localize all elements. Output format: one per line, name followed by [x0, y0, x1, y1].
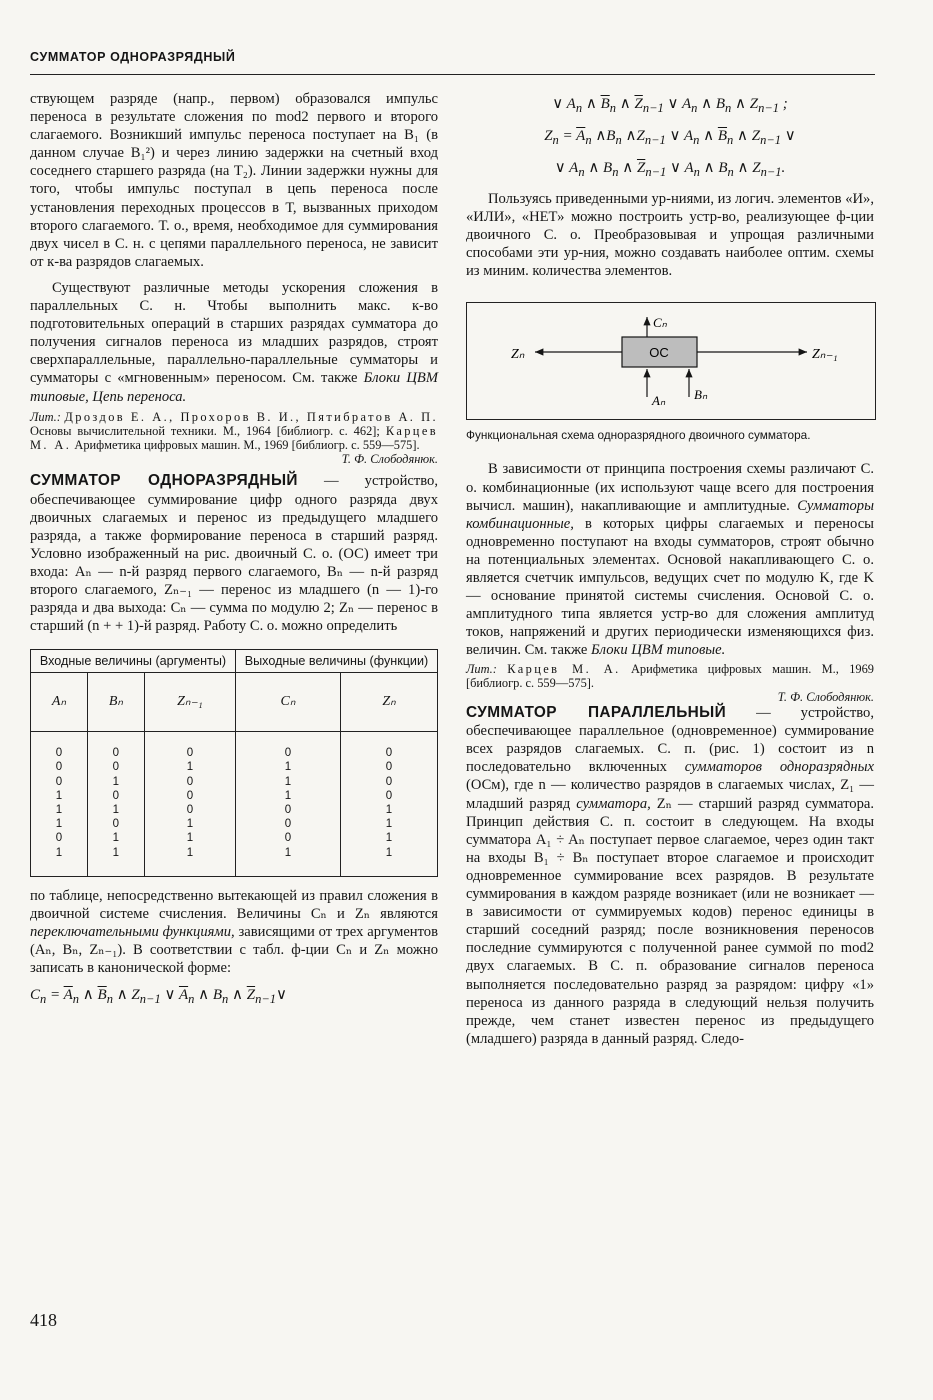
- literature-authors: Дроздов Е. А., Прохоров В. И., Пятибратов А. П.: [64, 409, 438, 424]
- literature-authors: Карцев М. А.: [507, 661, 621, 676]
- table-cell: 1: [55, 789, 63, 802]
- column-header: Zₙ: [341, 673, 438, 732]
- table-column-values: [235, 732, 340, 877]
- table-cell: 0: [55, 775, 63, 788]
- table-cell: 1: [112, 832, 120, 845]
- carry-out-label: Zₙ: [511, 347, 525, 363]
- column-header: Bₙ: [87, 673, 144, 732]
- table-cell: 1: [55, 818, 63, 831]
- table-cell: 0: [55, 761, 63, 774]
- table-cell: 1: [284, 761, 292, 774]
- formula-cn-continued: ∨ $A_n$ ∧ $\overline{B}_n$ ∧ $\overline{Z}_{n-1}$ ∨ $A_n$ ∧ $B_n$ ∧ $Z_{n-1}$ ;: [552, 96, 788, 115]
- table-cell: 1: [284, 775, 292, 788]
- table-cell: 1: [385, 818, 393, 831]
- cross-reference: Блоки ЦВМ типовые.: [591, 642, 726, 659]
- entry-definition: (ОСм), где n — количество разрядов в слагаемых числах, Z₁ — младший разряд: [466, 777, 874, 812]
- entry-title: СУММАТОР ПАРАЛЛЕЛЬНЫЙ: [466, 704, 727, 722]
- table-cell: 1: [186, 818, 194, 831]
- page-number: 418: [30, 1310, 57, 1330]
- table-column-values: [87, 732, 144, 877]
- literature-entry: Арифметика цифровых машин. М., 1969 [библиогр. с. 559—575].: [74, 438, 420, 452]
- entry-parallel-adder: [466, 704, 874, 1048]
- table-column-values: [144, 732, 235, 877]
- table-cell: 0: [186, 747, 194, 760]
- left-paragraph-2-text: Существуют различные методы ускорения сложения в параллельных С. н. Чтобы выполнить макс. к-во подготовительных операций в старших разрядах сумматора до получения сигналов переноса из младших разрядов, строят сверхпараллельные, параллельно-параллельные сумматоры и сумматоры с «мгновенным» переносом. См. также: [30, 279, 438, 387]
- left-paragraph-1: ствующем разряде (напр., первом) образовался импульс переноса в результате сложения по mod2 первого и второго слагаемого. Возникший импульс переноса поступает на В₁ (в данном случае В₁²) и через линию задержки на счетный вход соседнего старшего разряда (на T₂). Линии задержки нужны для того, чтобы импульс поступал в цепь переноса после установления переходных процессов в Т, вызванных приходом второго слагаемого. Т. о., время, необходимое для суммирования двух чисел в С. н. с цепями параллельного переноса, не зависит от к-ва разрядов слагаемых.: [30, 91, 438, 270]
- entry-definition: — устройство, обеспечивающее суммирование цифр одного разряда двух двоичных слагаемых и перенос из предыдущего младшего разряда, а также формирование переноса в старший разряд. Условно изображенный на рис. двоичный С. о. (ОС) имеет три входа: Aₙ — n-й разряд первого слагаемого, Bₙ — n-й разряд второго слагаемого, Zₙ₋₁ — перенос из младшего (n — 1)-го разряда и два выхода: Cₙ — сумма по модулю 2; Zₙ — перенос в старший (n + + 1)-й разряд. Работу С. о. можно определить: [30, 473, 438, 635]
- entry-title: СУММАТОР ОДНОРАЗРЯДНЫЙ: [30, 472, 298, 490]
- table-cell: 0: [112, 747, 120, 760]
- left-column: [30, 90, 438, 1013]
- table-body-row: [31, 732, 438, 877]
- formula-zn: $Z_n = \overline{A}_n$ $\wedge B_n$ $\wedge Z_{n-1}$ ∨ $A_n$ ∧ $\overline{B}_n$ ∧ $Z_{n-1}$ ∨: [544, 128, 796, 147]
- left-paragraph-2: [30, 279, 438, 406]
- term-reference: переключательными функциями,: [30, 924, 235, 941]
- table-cell: 1: [385, 832, 393, 845]
- literature-entry: Арифметика цифровых машин. М., 1969 [библиогр. с. 559—575].: [466, 661, 874, 690]
- table-cell: 1: [385, 804, 393, 817]
- entry-single-digit-adder: [30, 472, 438, 635]
- figure-caption: Функциональная схема одноразрядного двоичного сумматора.: [466, 428, 811, 443]
- table-cell: 1: [284, 789, 292, 802]
- table-cell: 0: [186, 804, 194, 817]
- literature-label: Лит.:: [466, 661, 497, 676]
- truth-table: [30, 649, 438, 877]
- formula-zn-continued: ∨ $A_n$ ∧ $B_n$ ∧ $\overline{Z}_{n-1}$ ∨ $A_n$ ∧ $B_n$ ∧ $Z_{n-1}$.: [554, 160, 786, 179]
- table-cell: 1: [112, 775, 120, 788]
- table-cell: 0: [385, 775, 393, 788]
- outputs-header: Выходные величины (функции): [235, 650, 437, 673]
- table-column-values: [31, 732, 88, 877]
- table-cell: 0: [112, 789, 120, 802]
- adder-diagram: [466, 302, 876, 420]
- table-cell: 1: [284, 846, 292, 859]
- table-cell: 1: [385, 846, 393, 859]
- table-cell: 1: [186, 846, 194, 859]
- table-cell: 0: [385, 789, 393, 802]
- table-cell: 0: [284, 747, 292, 760]
- table-cell: 1: [186, 761, 194, 774]
- entry-definition: Zₙ — старший разряд сумматора. Принцип действия С. п. состоит в следующем. На входы сумматора A₁ ÷ Aₙ поступает первое слагаемое, через один такт на входы B₁ ÷ Bₙ поступает второе слагаемое и происходит одновременное суммирование всех разрядов. В результате суммирования в каждом разряде возникает (или не возникает — в зависимости от суммируемых кодов) перенос единицы в старший соседний разряд; после возникновения переносов последние суммируются с полученной ранее суммой по mod2 двух слагаемых. В С. п. образование сигналов переноса выполняется последовательно разряд за разрядом: цифру «1» переноса из данного разряда в следующий нельзя получить прежде, чем станет известен перенос из предыдущего (младшего) разряда в данный разряд. Следо-: [466, 795, 874, 1047]
- table-cell: 0: [55, 832, 63, 845]
- literature-label: Лит.:: [30, 409, 61, 424]
- table-cell: 1: [112, 846, 120, 859]
- running-head: СУММАТОР ОДНОРАЗРЯДНЫЙ: [30, 50, 236, 64]
- author-signature: Т. Ф. Слободянюк.: [777, 689, 874, 704]
- literature-block: [30, 410, 438, 453]
- input-b-label: Bₙ: [694, 387, 708, 403]
- column-header: Cₙ: [235, 673, 340, 732]
- right-paragraph-1: Пользуясь приведенными ур-ниями, из логич. элементов «И», «ИЛИ», «НЕТ» можно построить устр-во, реализующее ф-ции двоичного С. о. Преобразовывая и упрощая различными способами эти ур-ния, можно создавать наиболее оптим. схемы из миним. количества элементов.: [466, 191, 874, 280]
- table-cell: 1: [55, 804, 63, 817]
- entry-definition: — устройство, обеспечивающее параллельное (одновременное) суммирование всех разрядов слагаемых. С. п. (рис. 1) состоит из n последовательно включенных: [466, 705, 874, 776]
- sum-out-label: Cₙ: [653, 315, 667, 331]
- table-cell: 0: [284, 804, 292, 817]
- right-paragraph-2: [466, 460, 874, 659]
- term-reference: Сумматоры комбинационные,: [466, 497, 874, 532]
- left-paragraph-3: [30, 887, 438, 977]
- literature-block: [466, 662, 874, 690]
- header-rule: [30, 74, 875, 75]
- table-cell: 1: [186, 832, 194, 845]
- cross-reference: Блоки ЦВМ типовые, Цепь переноса.: [30, 370, 438, 405]
- table-cell: 0: [112, 818, 120, 831]
- column-header: Aₙ: [31, 673, 88, 732]
- input-a-label: Aₙ: [652, 393, 666, 409]
- adder-block-label: ОС: [649, 345, 669, 361]
- paragraph-text: в которых цифры слагаемых и переносы одновременно поступают на входы сумматоров, строят обычно на потенциальных элементах. Основой накапливающего С. о. является счетчик импульсов, ведущих счет по модулю K, где K — основание принятой системы счисления. Основой С. о. амплитудного типа является устр-во для сложения амплитуд токов, напряжений и других периодически изменяющихся физ. величин. См. также: [466, 515, 874, 659]
- adder-diagram-svg: [467, 303, 875, 419]
- term-reference: сумматора,: [576, 795, 651, 812]
- inputs-header: Входные величины (аргументы): [31, 650, 236, 673]
- table-cell: 0: [186, 775, 194, 788]
- column-header: Zₙ₋₁: [144, 673, 235, 732]
- author-signature: Т. Ф. Слободянюк.: [341, 452, 438, 467]
- right-column: [466, 90, 874, 1048]
- table-cell: 0: [385, 747, 393, 760]
- table-column-values: [341, 732, 438, 877]
- paragraph-text: зависящими от трех аргументов (Aₙ, Bₙ, Zₙ₋₁). В соответствии с табл. ф-ции Cₙ и Zₙ можно записать в канонической форме:: [30, 924, 438, 977]
- literature-entry: Основы вычислительной техники. М., 1964 [библиогр. с. 462];: [30, 423, 380, 438]
- table-cell: 0: [284, 818, 292, 831]
- literature-authors: Карцев М. А.: [30, 423, 438, 452]
- term-reference: сумматоров одноразрядных: [684, 759, 875, 776]
- paragraph-text: по таблице, непосредственно вытекающей из правил сложения в двоичной системе счисления. Величины Cₙ и Zₙ являются: [30, 887, 438, 922]
- table-cell: 1: [112, 804, 120, 817]
- table-cell: 0: [385, 761, 393, 774]
- table-cell: 0: [55, 747, 63, 760]
- formula-cn: $C_n = \overline{A}_n$ ∧ $\overline{B}_n$ ∧ $Z_{n-1}$ ∨ $\overline{A}_n$ ∧ $B_n$ ∧ $\overline{Z}_{n-1}\vee$: [30, 987, 288, 1007]
- carry-in-label: Zₙ₋₁: [812, 347, 838, 363]
- table-cell: 0: [284, 832, 292, 845]
- table-cell: 1: [55, 846, 63, 859]
- table-cell: 0: [186, 789, 194, 802]
- table-cell: 0: [112, 761, 120, 774]
- paragraph-text: В зависимости от принципа построения схемы различают С. о. комбинационные (их используют чаще всего для построения вычисл. машин), накапливающие и амплитудные.: [466, 461, 874, 514]
